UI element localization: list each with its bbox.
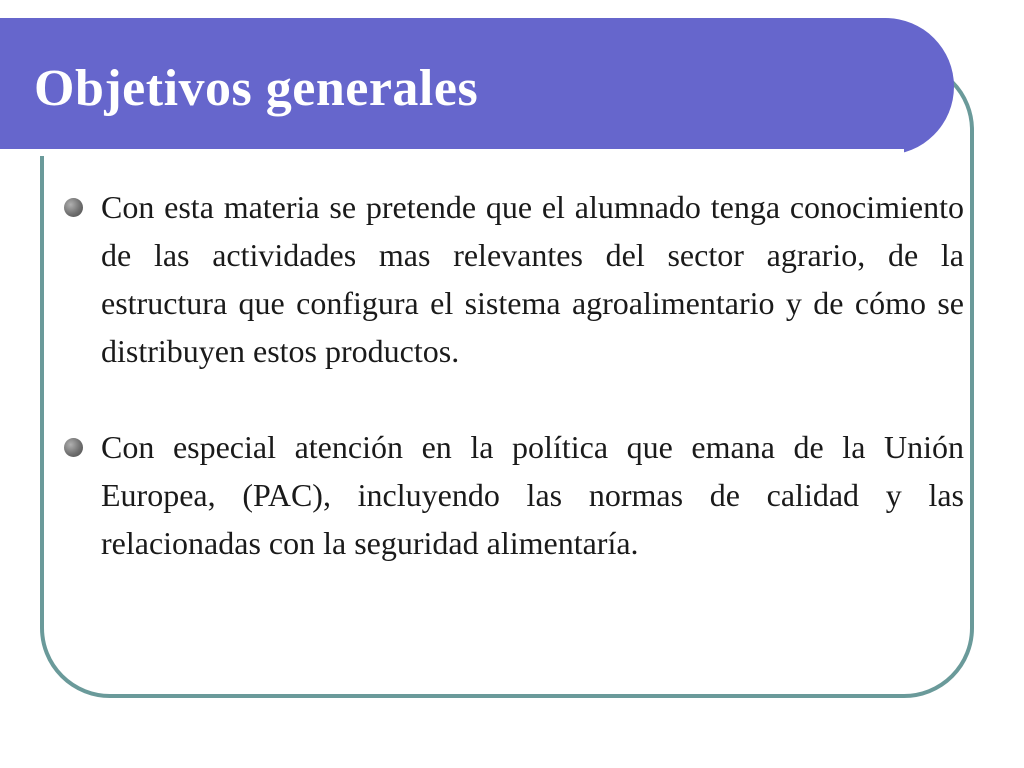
- title-banner: [0, 18, 954, 155]
- page-title: Objetivos generales: [34, 60, 479, 117]
- bullet-list: [64, 183, 964, 567]
- round-bullet-icon: [64, 198, 83, 217]
- bullet-text: Con especial atención en la política que emana de la Unión Europea, (PAC), incluyendo las normas de calidad y las relacionadas con la seguridad alimentaría.: [101, 429, 964, 561]
- round-bullet-icon: [64, 438, 83, 457]
- bullet-item: [64, 183, 964, 375]
- bullet-text: Con esta materia se pretende que el alumnado tenga conocimiento de las actividades mas relevantes del sector agrario, de la estructura que configura el sistema agroalimentario y de cómo se distribuyen estos productos.: [101, 189, 964, 369]
- title-underline: [0, 149, 904, 156]
- bullet-item: [64, 423, 964, 567]
